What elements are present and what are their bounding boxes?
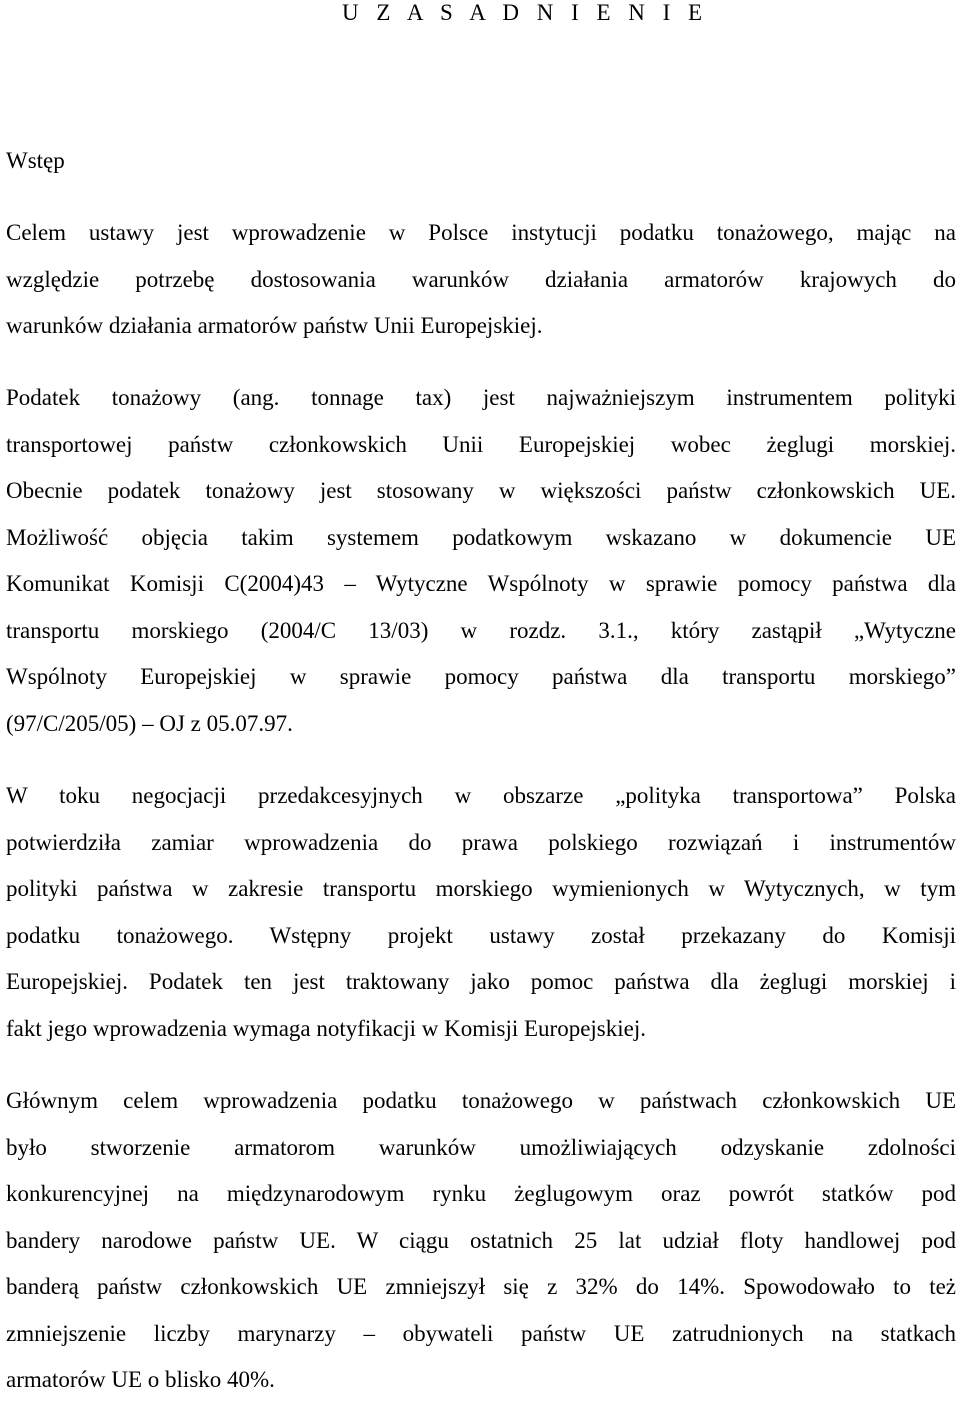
paragraph-line: transportowej państw członkowskich Unii Europejskiej wobec żeglugi morskiej. — [6, 431, 956, 457]
paragraph-line: Celem ustawy jest wprowadzenie w Polsce instytucji podatku tonażowego, mając na — [6, 220, 956, 245]
paragraph-purpose — [6, 210, 956, 350]
paragraph-line: fakt jego wprowadzenia wymaga notyfikacji w Komisji Europejskiej. — [6, 1015, 646, 1041]
section-heading: Wstęp — [6, 148, 65, 173]
paragraph-line: banderą państw członkowskich UE zmniejszył się z 32% do 14%. Spowodowało to też — [6, 1274, 956, 1299]
paragraph-line: bandery narodowe państw UE. W ciągu ostatnich 25 lat udział floty handlowej pod — [6, 1227, 956, 1253]
paragraph-line: transportu morskiego (2004/C 13/03) w rozdz. 3.1., który zastąpił „Wytyczne — [6, 617, 956, 643]
paragraph-line: W toku negocjacji przedakcesyjnych w obszarze „polityka transportowa” Polska — [6, 783, 956, 808]
paragraph-line: Obecnie podatek tonażowy jest stosowany w większości państw członkowskich UE. — [6, 478, 956, 503]
paragraph-line: armatorów UE o blisko 40%. — [6, 1367, 275, 1392]
paragraph-negotiations — [6, 773, 956, 1052]
paragraph-line: podatku tonażowego. Wstępny projekt ustawy został przekazany do Komisji — [6, 922, 956, 948]
paragraph-line: warunków działania armatorów państw Unii Europejskiej. — [6, 313, 543, 338]
paragraph-line: polityki państwa w zakresie transportu morskiego wymienionych w Wytycznych, w tym — [6, 876, 956, 901]
paragraph-line: Podatek tonażowy (ang. tonnage tax) jest najważniejszym instrumentem polityki — [6, 385, 956, 410]
paragraph-main-goal — [6, 1078, 956, 1404]
paragraph-line: Europejskiej. Podatek ten jest traktowany jako pomoc państwa dla żeglugi morskiej i — [6, 969, 956, 994]
paragraph-line: konkurencyjnej na międzynarodowym rynku żeglugowym oraz powrót statków pod — [6, 1181, 956, 1206]
paragraph-line: Głównym celem wprowadzenia podatku tonażowego w państwach członkowskich UE — [6, 1088, 956, 1113]
paragraph-line: (97/C/205/05) – OJ z 05.07.97. — [6, 710, 293, 736]
paragraph-line: zmniejszenie liczby marynarzy – obywateli państw UE zatrudnionych na statkach — [6, 1320, 956, 1346]
paragraph-line: potwierdziła zamiar wprowadzenia do prawa polskiego rozwiązań i instrumentów — [6, 829, 956, 855]
paragraph-tonnage-tax — [6, 375, 956, 747]
paragraph-line: względzie potrzebę dostosowania warunków działania armatorów krajowych do — [6, 266, 956, 292]
paragraph-line: Komunikat Komisji C(2004)43 – Wytyczne Wspólnoty w sprawie pomocy państwa dla — [6, 571, 956, 596]
paragraph-line: Możliwość objęcia takim systemem podatkowym wskazano w dokumencie UE — [6, 524, 956, 550]
paragraph-line: było stworzenie armatorom warunków umożliwiających odzyskanie zdolności — [6, 1134, 956, 1160]
document-title: U Z A S A D N I E N I E — [342, 0, 709, 25]
paragraph-line: Wspólnoty Europejskiej w sprawie pomocy państwa dla transportu morskiego” — [6, 664, 956, 689]
